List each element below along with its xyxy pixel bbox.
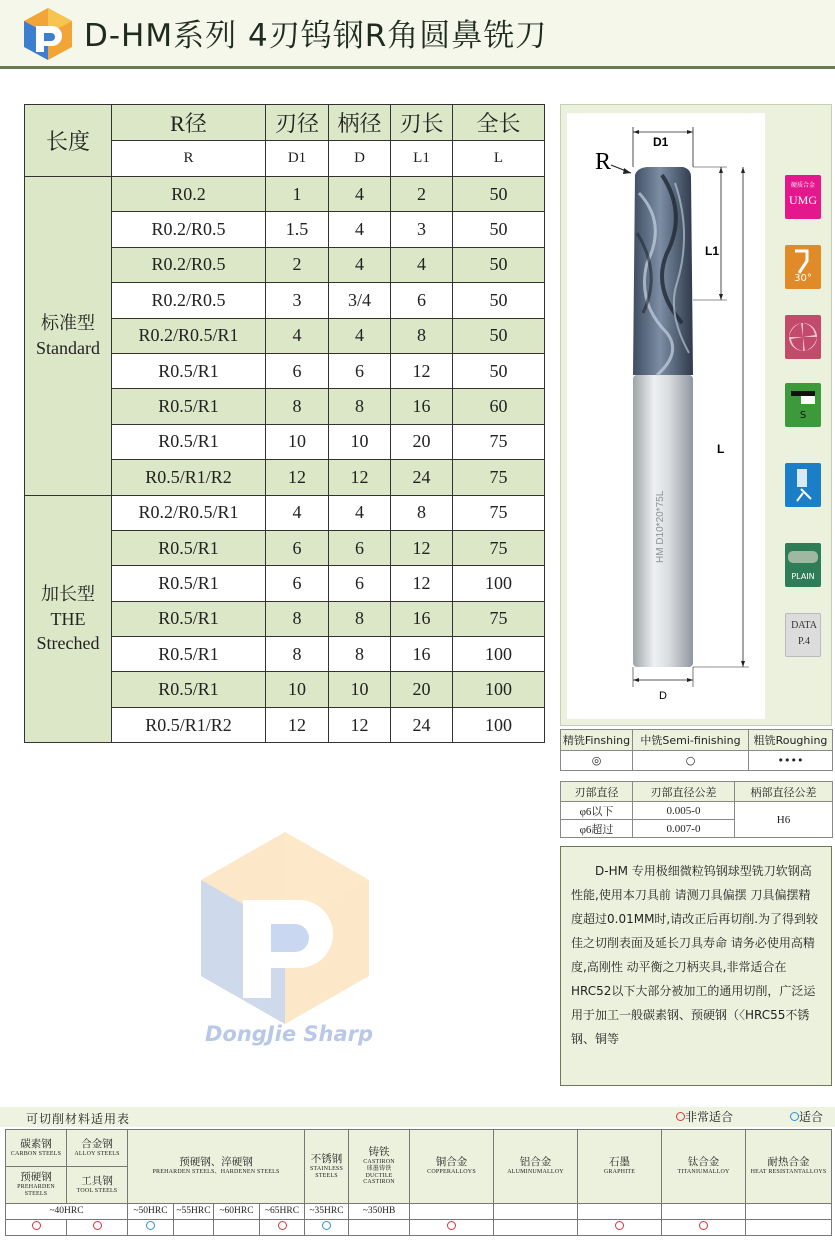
- spec-cell: R0.5/R1: [112, 672, 266, 707]
- spec-cell: 1: [266, 177, 329, 212]
- spec-cell: 1.5: [266, 212, 329, 247]
- suitability-cell: [746, 1220, 832, 1236]
- suitability-cell: [662, 1220, 746, 1236]
- blue-circle-icon: [322, 1221, 331, 1230]
- col-header-length: 长度: [25, 105, 112, 177]
- tol-cell: φ6超过: [561, 820, 633, 838]
- data-label: DATA: [791, 620, 817, 631]
- suitability-cell: [260, 1220, 305, 1236]
- spec-cell: R0.2/R0.5/R1: [112, 318, 266, 353]
- watermark-text: DongJie Sharp: [205, 1022, 374, 1046]
- spec-cell: R0.2: [112, 177, 266, 212]
- plain-label: PLAIN: [791, 572, 815, 581]
- end-mill-drawing: [567, 113, 765, 719]
- spec-cell: 4: [329, 177, 391, 212]
- s-label: S: [799, 410, 807, 421]
- hrc-cell: ~65HRC: [260, 1204, 305, 1220]
- spec-cell: 8: [329, 601, 391, 636]
- red-circle-icon: [699, 1221, 708, 1230]
- spec-cell: 50: [453, 247, 545, 282]
- spec-cell: 20: [391, 672, 453, 707]
- spec-cell: 4: [329, 212, 391, 247]
- spec-cell: 4: [266, 318, 329, 353]
- spec-cell: 4: [329, 318, 391, 353]
- finishing-mark: ◎: [561, 751, 633, 771]
- legend-very-suitable: 非常适合: [676, 1108, 733, 1125]
- tool-drawing-area: [567, 113, 765, 719]
- spec-cell: R0.5/R1: [112, 601, 266, 636]
- spec-cell: 3: [391, 212, 453, 247]
- suitability-cell: [305, 1220, 349, 1236]
- col-header-blade-len: 刃长: [391, 105, 453, 141]
- spec-cell: 50: [453, 318, 545, 353]
- spec-cell: 50: [453, 177, 545, 212]
- data-page-icon: [785, 613, 821, 657]
- spec-cell: 10: [329, 672, 391, 707]
- spec-cell: 4: [329, 495, 391, 530]
- spec-cell: 75: [453, 601, 545, 636]
- red-circle-icon: [93, 1221, 102, 1230]
- spec-cell: 10: [266, 424, 329, 459]
- mat-titanium: 钛合金 TITANIUMALLOY: [662, 1130, 746, 1204]
- roughing-header: 粗铣Roughing: [749, 730, 833, 751]
- spec-cell: 4: [391, 247, 453, 282]
- red-circle-icon: [676, 1112, 685, 1121]
- spec-cell: 12: [391, 530, 453, 565]
- spec-cell: 2: [391, 177, 453, 212]
- semi-finishing-header: 中铣Semi-finishing: [633, 730, 749, 751]
- spec-cell: 8: [266, 601, 329, 636]
- tol-cell: φ6以下: [561, 802, 633, 820]
- tolerance-table: [560, 781, 833, 838]
- suitability-cell: [349, 1220, 410, 1236]
- spec-cell: 8: [266, 637, 329, 672]
- spec-cell: R0.5/R1: [112, 353, 266, 388]
- spec-cell: 100: [453, 672, 545, 707]
- spec-row: [25, 177, 545, 212]
- hrc-cell: ~350HB: [349, 1204, 410, 1220]
- spec-cell: 50: [453, 353, 545, 388]
- spec-cell: 10: [329, 424, 391, 459]
- spec-cell: 3/4: [329, 283, 391, 318]
- label-d: D: [659, 690, 667, 702]
- helix-angle-icon: [785, 245, 821, 289]
- spec-cell: 50: [453, 212, 545, 247]
- tol-header: 刃部直径公差: [633, 782, 735, 802]
- suitability-cell: [578, 1220, 662, 1236]
- plain-shank-icon: [785, 543, 821, 587]
- spec-cell: 20: [391, 424, 453, 459]
- materials-title: 可切削材料适用表: [26, 1112, 131, 1126]
- col-symbol: L: [453, 141, 545, 177]
- mat-alloy: 合金钢 ALLOY STEELS: [67, 1130, 128, 1167]
- spec-cell: 4: [329, 247, 391, 282]
- spec-cell: 100: [453, 707, 545, 742]
- group-extended: 加长型 THE Streched: [25, 495, 112, 743]
- red-circle-icon: [278, 1221, 287, 1230]
- spec-cell: 16: [391, 389, 453, 424]
- umg-carbide-icon: [785, 175, 821, 219]
- mat-hardened: 预硬钢、淬硬钢 PREHARDEN STEELS、HARDENEN STEELS: [128, 1130, 305, 1204]
- spec-cell: R0.2/R0.5: [112, 247, 266, 282]
- spec-cell: 8: [329, 637, 391, 672]
- label-r: R: [595, 149, 612, 175]
- spec-cell: 12: [329, 707, 391, 742]
- spec-cell: 75: [453, 495, 545, 530]
- red-circle-icon: [447, 1221, 456, 1230]
- hrc-cell: ~40HRC: [6, 1204, 128, 1220]
- spec-cell: 8: [266, 389, 329, 424]
- spec-cell: R0.5/R1/R2: [112, 707, 266, 742]
- spec-cell: 12: [391, 353, 453, 388]
- label-l: L: [717, 442, 725, 456]
- product-description: D-HM 专用极细微粒钨钢球型铣刀软钢高性能,使用本刀具前 请测刀具偏摆 刀具偏摆精度超过0.01MM时,请改正后再切削.为了得到较佳之切削表面及延长刀具寿命 请务必使用高精度,高刚性 动平衡之刀柄夹具,非常适合在HRC52以下大部分被加工的通用切削，广泛运用于加工一般碳素钢、预硬钢（〈HRC55不锈钢、铜等: [560, 846, 832, 1086]
- tol-header: 刃部直径: [561, 782, 633, 802]
- spec-cell: 2: [266, 247, 329, 282]
- mat-carbon: 碳素钢 CARBON STEELS: [6, 1130, 67, 1167]
- spec-cell: 6: [266, 530, 329, 565]
- spec-row: [25, 495, 545, 530]
- spec-cell: R0.2/R0.5/R1: [112, 495, 266, 530]
- svg-text:HM D10*20*75L: HM D10*20*75L: [655, 490, 666, 563]
- mat-heat-resistant: 耐热合金 HEAT RESISTANTALLOYS: [746, 1130, 832, 1204]
- col-symbol: R: [112, 141, 266, 177]
- hrc-cell: ~55HRC: [174, 1204, 214, 1220]
- spec-cell: 75: [453, 460, 545, 495]
- spec-cell: 6: [391, 283, 453, 318]
- spec-cell: 100: [453, 637, 545, 672]
- angle-label: 30°: [794, 273, 812, 284]
- spec-cell: 3: [266, 283, 329, 318]
- spec-cell: 100: [453, 566, 545, 601]
- col-header-shank-dia: 柄径: [329, 105, 391, 141]
- center-cutting-icon: [785, 463, 821, 507]
- spec-table: [24, 104, 545, 743]
- blue-circle-icon: [790, 1112, 799, 1121]
- col-header-blade-dia: 刃径: [266, 105, 329, 141]
- spec-cell: 12: [266, 707, 329, 742]
- label-l1: L1: [705, 244, 720, 258]
- spec-cell: R0.5/R1: [112, 637, 266, 672]
- suitability-cell: [494, 1220, 578, 1236]
- semi-finishing-mark: ○: [633, 751, 749, 771]
- spec-cell: R0.5/R1/R2: [112, 460, 266, 495]
- machining-table: [560, 729, 833, 771]
- spec-cell: 16: [391, 637, 453, 672]
- square-end-icon: [785, 383, 821, 427]
- suitability-cell: [67, 1220, 128, 1236]
- col-header-radius: R径: [112, 105, 266, 141]
- spec-cell: R0.5/R1: [112, 389, 266, 424]
- mat-aluminum: 铝合金 ALUMINUMALLOY: [494, 1130, 578, 1204]
- suitability-cell: [214, 1220, 260, 1236]
- spec-cell: 75: [453, 530, 545, 565]
- col-symbol: D1: [266, 141, 329, 177]
- spec-cell: 12: [329, 460, 391, 495]
- spec-cell: R0.5/R1: [112, 424, 266, 459]
- drawing-panel: [560, 104, 832, 726]
- roughing-mark: ••••: [749, 751, 833, 771]
- col-header-total-len: 全长: [453, 105, 545, 141]
- page-ref-label: P.4: [798, 636, 810, 647]
- mat-graphite: 石墨 GRAPHITE: [578, 1130, 662, 1204]
- spec-cell: 6: [329, 566, 391, 601]
- spec-cell: R0.2/R0.5: [112, 212, 266, 247]
- spec-cell: R0.5/R1: [112, 530, 266, 565]
- spec-cell: 75: [453, 424, 545, 459]
- spec-cell: 8: [391, 318, 453, 353]
- spec-cell: 24: [391, 707, 453, 742]
- group-standard: 标准型 Standard: [25, 177, 112, 496]
- tol-cell: 0.007-0: [633, 820, 735, 838]
- spec-cell: 16: [391, 601, 453, 636]
- feature-icons: [771, 113, 827, 719]
- red-circle-icon: [32, 1221, 41, 1230]
- four-flute-icon: [785, 315, 821, 359]
- spec-cell: 8: [329, 389, 391, 424]
- legend-suitable: 适合: [790, 1108, 823, 1125]
- spec-cell: 12: [266, 460, 329, 495]
- col-symbol: L1: [391, 141, 453, 177]
- tol-header: 柄部直径公差: [735, 782, 833, 802]
- materials-table: [5, 1129, 832, 1236]
- mat-tool: 工具钢 TOOL STEELS: [67, 1167, 128, 1204]
- mat-preharden: 预硬钢 PREHARDEN STEELS: [6, 1167, 67, 1204]
- spec-cell: R0.5/R1: [112, 566, 266, 601]
- spec-cell: 24: [391, 460, 453, 495]
- company-logo-icon: [22, 6, 74, 62]
- spec-cell: 6: [329, 530, 391, 565]
- suitability-cell: [410, 1220, 494, 1236]
- spec-cell: R0.2/R0.5: [112, 283, 266, 318]
- spec-cell: 8: [391, 495, 453, 530]
- spec-cell: 4: [266, 495, 329, 530]
- hrc-cell: ~60HRC: [214, 1204, 260, 1220]
- mat-cast-iron: 铸铁 CASTIRON 球墨铸铁 DUCTILE CASTIRON: [349, 1130, 410, 1204]
- umg-small-label: 硬质合金: [790, 182, 815, 189]
- mat-stainless: 不锈钢 STAINLESS STEELS: [305, 1130, 349, 1204]
- finishing-header: 精铣Finshing: [561, 730, 633, 751]
- header-divider: [0, 66, 835, 69]
- spec-cell: 6: [329, 353, 391, 388]
- page-title: D-HM系列 4刃钨钢R角圆鼻铣刀: [84, 18, 548, 54]
- tol-cell: 0.005-0: [633, 802, 735, 820]
- suitability-cell: [174, 1220, 214, 1236]
- mat-copper: 铜合金 COPPERALLOYS: [410, 1130, 494, 1204]
- spec-cell: 60: [453, 389, 545, 424]
- umg-label: UMG: [788, 193, 817, 207]
- red-circle-icon: [615, 1221, 624, 1230]
- suitability-cell: [6, 1220, 67, 1236]
- spec-cell: 6: [266, 353, 329, 388]
- spec-cell: 50: [453, 283, 545, 318]
- blue-circle-icon: [146, 1221, 155, 1230]
- hrc-cell: ~35HRC: [305, 1204, 349, 1220]
- hrc-cell: ~50HRC: [128, 1204, 174, 1220]
- spec-cell: 12: [391, 566, 453, 601]
- col-symbol: D: [329, 141, 391, 177]
- suitability-cell: [128, 1220, 174, 1236]
- label-d1: D1: [653, 135, 669, 149]
- shank-tolerance: H6: [735, 802, 833, 838]
- spec-cell: 6: [266, 566, 329, 601]
- spec-cell: 10: [266, 672, 329, 707]
